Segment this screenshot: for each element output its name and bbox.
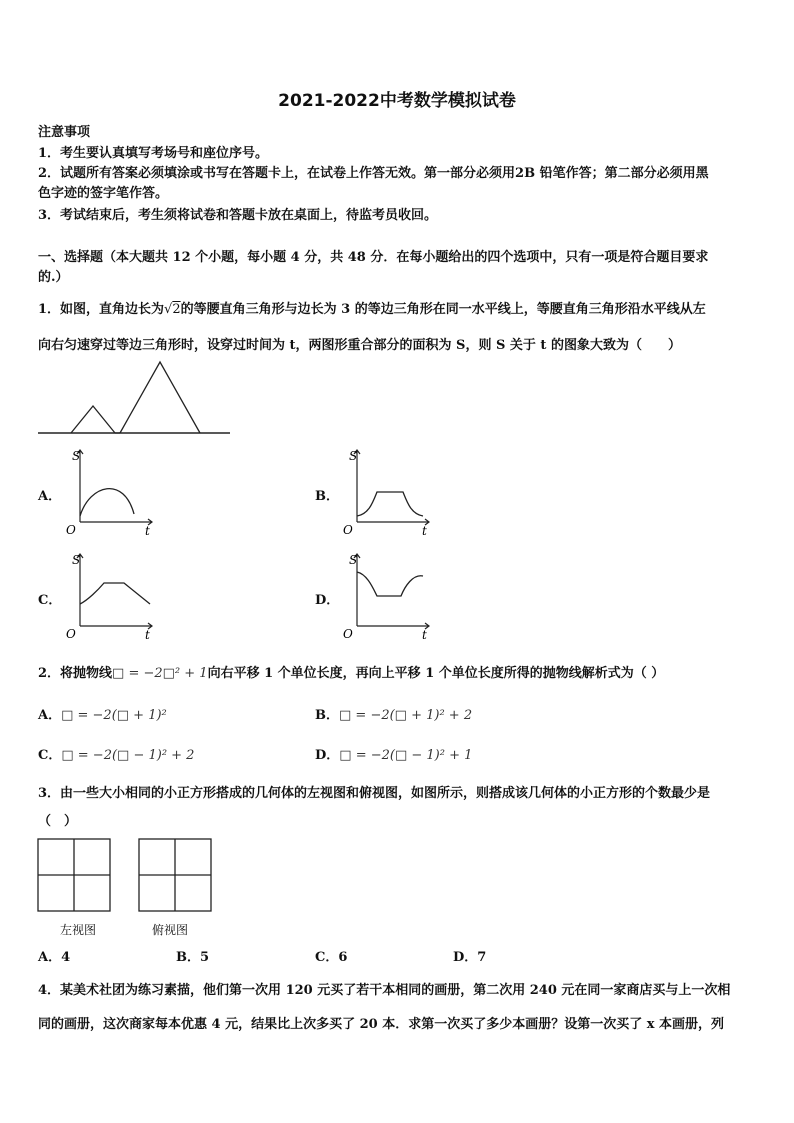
q1-text-a: 1．如图，直角边长为 (38, 302, 165, 317)
q2-option-b[interactable] (315, 704, 472, 723)
q2-option-a[interactable] (38, 704, 167, 723)
option-expr: □ = −2(□ − 1)² + 2 (61, 748, 195, 763)
left-view-caption: 左视图 (60, 923, 97, 937)
option-expr: □ = −2(□ + 1)² + 2 (339, 708, 473, 723)
note-item-3: 3．考试结束后，考生须将试卷和答题卡放在桌面上，待监考员收回。 (38, 208, 438, 223)
page-title: 2021-2022中考数学模拟试卷 (278, 91, 516, 111)
section-heading: 一、选择题（本大题共 12 个小题，每小题 4 分，共 48 分．在每小题给出的四个选项中，只有一项是符合题目要求 (38, 250, 709, 265)
q2-expr: □ = −2□² + 1 (112, 666, 208, 681)
axis-t-label: t (145, 524, 150, 536)
notes-heading: 注意事项 (38, 125, 91, 140)
origin-label: O (343, 627, 353, 640)
graph-a-curve (80, 489, 134, 516)
note-item-1: 1．考生要认真填写考场号和座位序号。 (38, 146, 269, 161)
axis-s-label: S (349, 449, 358, 463)
q1-figure (36, 356, 232, 438)
top-view-grid (138, 838, 214, 914)
origin-label: O (66, 627, 76, 640)
q2-text-b: 向右平移 1 个单位长度，再向上平移 1 个单位长度所得的抛物线解析式为（ ） (207, 666, 665, 681)
q1-graph-c[interactable] (62, 550, 158, 640)
q2-text-a: 2．将抛物线 (38, 666, 113, 681)
q3-line1: 3．由一些大小相同的小正方形搭成的几何体的左视图和俯视图，如图所示，则搭成该几何体的小正方形的个数最少是 (38, 786, 711, 801)
equilateral-triangle (120, 362, 200, 433)
axis-s-label: S (72, 449, 81, 463)
q2-option-d[interactable] (315, 744, 472, 763)
note-item-2: 2．试题所有答案必须填涂或书写在答题卡上，在试卷上作答无效。第一部分必须用2B 铅笔作答；第二部分必须用黑 (38, 166, 709, 181)
axis-s-label: S (349, 553, 358, 567)
q3-option-b[interactable]: B．5 (176, 950, 210, 965)
q1-line1 (38, 298, 706, 317)
origin-label: O (343, 523, 353, 536)
note-item-2-cont: 色字迹的签字笔作答。 (38, 186, 169, 201)
section-heading-cont: 的.） (38, 270, 69, 285)
graph-c-curve (80, 583, 150, 604)
axis-t-label: t (422, 628, 427, 640)
q1-option-c-label[interactable]: C． (38, 593, 62, 608)
q2-option-c[interactable] (38, 744, 194, 763)
q1-graph-b[interactable] (339, 446, 435, 536)
isosceles-right-triangle (71, 406, 115, 433)
q1-option-b-label[interactable]: B． (315, 489, 339, 504)
q1-graph-d[interactable] (339, 550, 435, 640)
axis-s-label: S (72, 553, 81, 567)
axis-t-label: t (145, 628, 150, 640)
top-view-caption: 俯视图 (152, 923, 189, 937)
q3-option-c[interactable]: C．6 (315, 950, 348, 965)
option-expr: □ = −2(□ − 1)² + 1 (339, 748, 473, 763)
q3-option-d[interactable]: D．7 (453, 950, 487, 965)
q1-line2: 向右匀速穿过等边三角形时，设穿过时间为 t，两图形重合部分的面积为 S，则 S 关于 t 的图象大致为（ ） (38, 338, 681, 353)
q4-line2: 同的画册，这次商家每本优惠 4 元，结果比上次多买了 20 本．求第一次买了多少本画册？设第一次买了 x 本画册，列 (38, 1017, 725, 1032)
option-label: B． (315, 708, 339, 723)
left-view-grid (37, 838, 113, 914)
q1-graph-a[interactable] (62, 446, 158, 536)
sqrt-value: 2 (172, 302, 181, 317)
option-label: A． (38, 708, 62, 723)
axis-t-label: t (422, 524, 427, 536)
q1-option-d-label[interactable]: D． (315, 593, 340, 608)
q2-stem (38, 662, 664, 681)
option-expr: □ = −2(□ + 1)² (61, 708, 167, 723)
q3-line2: （ ） (38, 814, 78, 829)
q3-option-a[interactable]: A．4 (38, 950, 71, 965)
sqrt-symbol: √2 (164, 302, 181, 317)
graph-d-curve (357, 572, 423, 596)
q1-text-b: 的等腰直角三角形与边长为 3 的等边三角形在同一水平线上，等腰直角三角形沿水平线从左 (180, 302, 706, 317)
option-label: C． (38, 748, 62, 763)
option-label: D． (315, 748, 340, 763)
q4-line1: 4．某美术社团为练习素描，他们第一次用 120 元买了若干本相同的画册，第二次用 240 元在同一家商店买与上一次相 (38, 983, 731, 998)
origin-label: O (66, 523, 76, 536)
q1-option-a-label[interactable]: A． (38, 489, 62, 504)
graph-b-curve (357, 492, 423, 516)
